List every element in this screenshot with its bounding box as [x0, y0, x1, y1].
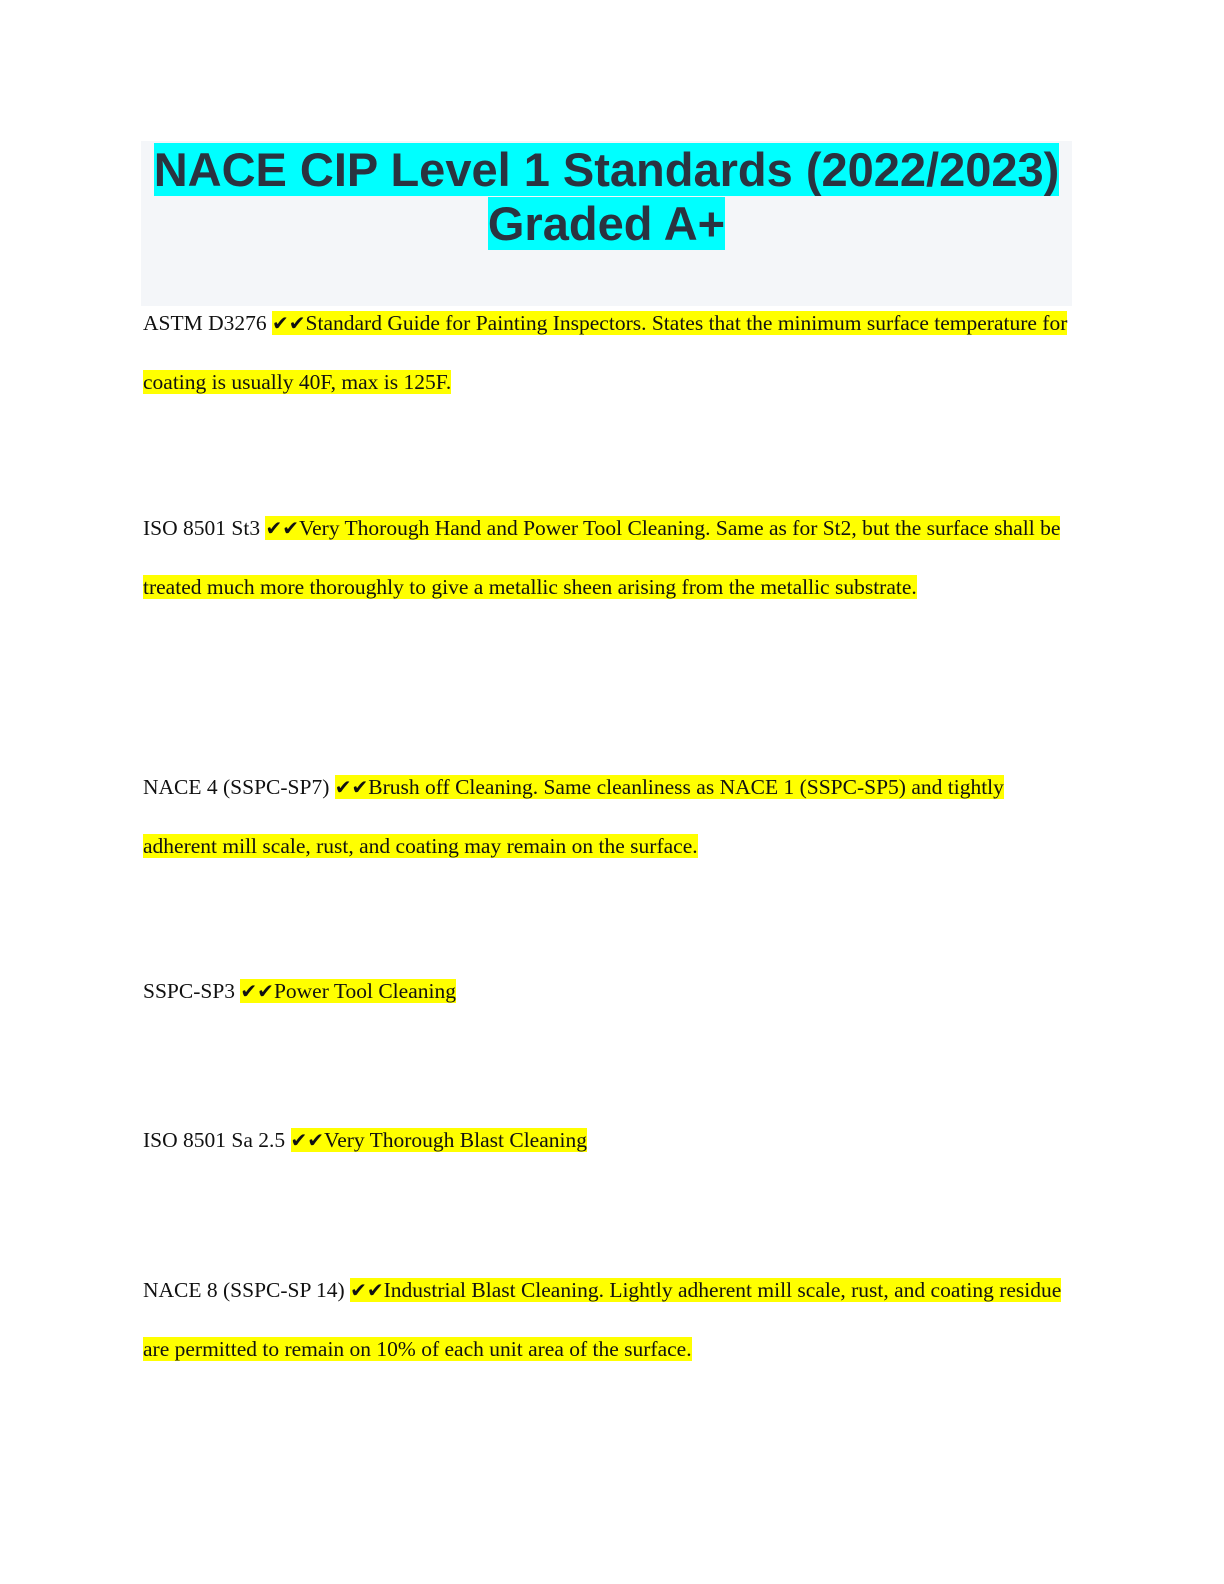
entry-nace-8	[143, 1261, 1083, 1379]
title-line-2: Graded A+	[487, 197, 726, 250]
entry-term: NACE 8 (SSPC-SP 14)	[143, 1278, 345, 1302]
double-check-icon: ✔✔	[334, 775, 369, 799]
entry-definition: Standard Guide for Painting Inspectors. States that the minimum surface temperature for coating is usually 40F, max is 125F.	[143, 311, 1068, 394]
entry-definition: Power Tool Cleaning	[273, 979, 456, 1003]
entry-definition: Very Thorough Blast Cleaning	[324, 1128, 587, 1152]
title-block	[141, 141, 1072, 306]
entry-iso-8501-sa25	[143, 1111, 1083, 1170]
entry-astm-d3276	[143, 294, 1083, 412]
double-check-icon: ✔✔	[265, 516, 299, 540]
entry-iso-8501-st3	[143, 499, 1083, 617]
entry-sspc-sp3	[143, 962, 1083, 1021]
double-check-icon: ✔✔	[350, 1278, 384, 1302]
entry-term: NACE 4 (SSPC-SP7)	[143, 775, 330, 799]
entry-term: ISO 8501 Sa 2.5	[143, 1128, 286, 1152]
document-title	[141, 141, 1072, 251]
double-check-icon: ✔✔	[290, 1128, 325, 1152]
entry-definition: Very Thorough Hand and Power Tool Cleaning. Same as for St2, but the surface shall be treated much more thoroughly to give a metallic sheen arising from the metallic substrate.	[143, 516, 1061, 599]
entry-definition: Industrial Blast Cleaning. Lightly adherent mill scale, rust, and coating residue are permitted to remain on 10% of each unit area of the surface.	[143, 1278, 1062, 1361]
entry-term: SSPC-SP3	[143, 979, 236, 1003]
entry-term: ISO 8501 St3	[143, 516, 261, 540]
entry-term: ASTM D3276	[143, 311, 267, 335]
entry-nace-4	[143, 758, 1083, 876]
entry-definition: Brush off Cleaning. Same cleanliness as NACE 1 (SSPC-SP5) and tightly adherent mill scale, rust, and coating may remain on the surface.	[143, 775, 1004, 858]
double-check-icon: ✔✔	[272, 311, 306, 335]
double-check-icon: ✔✔	[240, 979, 274, 1003]
title-line-1: NACE CIP Level 1 Standards (2022/2023)	[153, 143, 1060, 196]
